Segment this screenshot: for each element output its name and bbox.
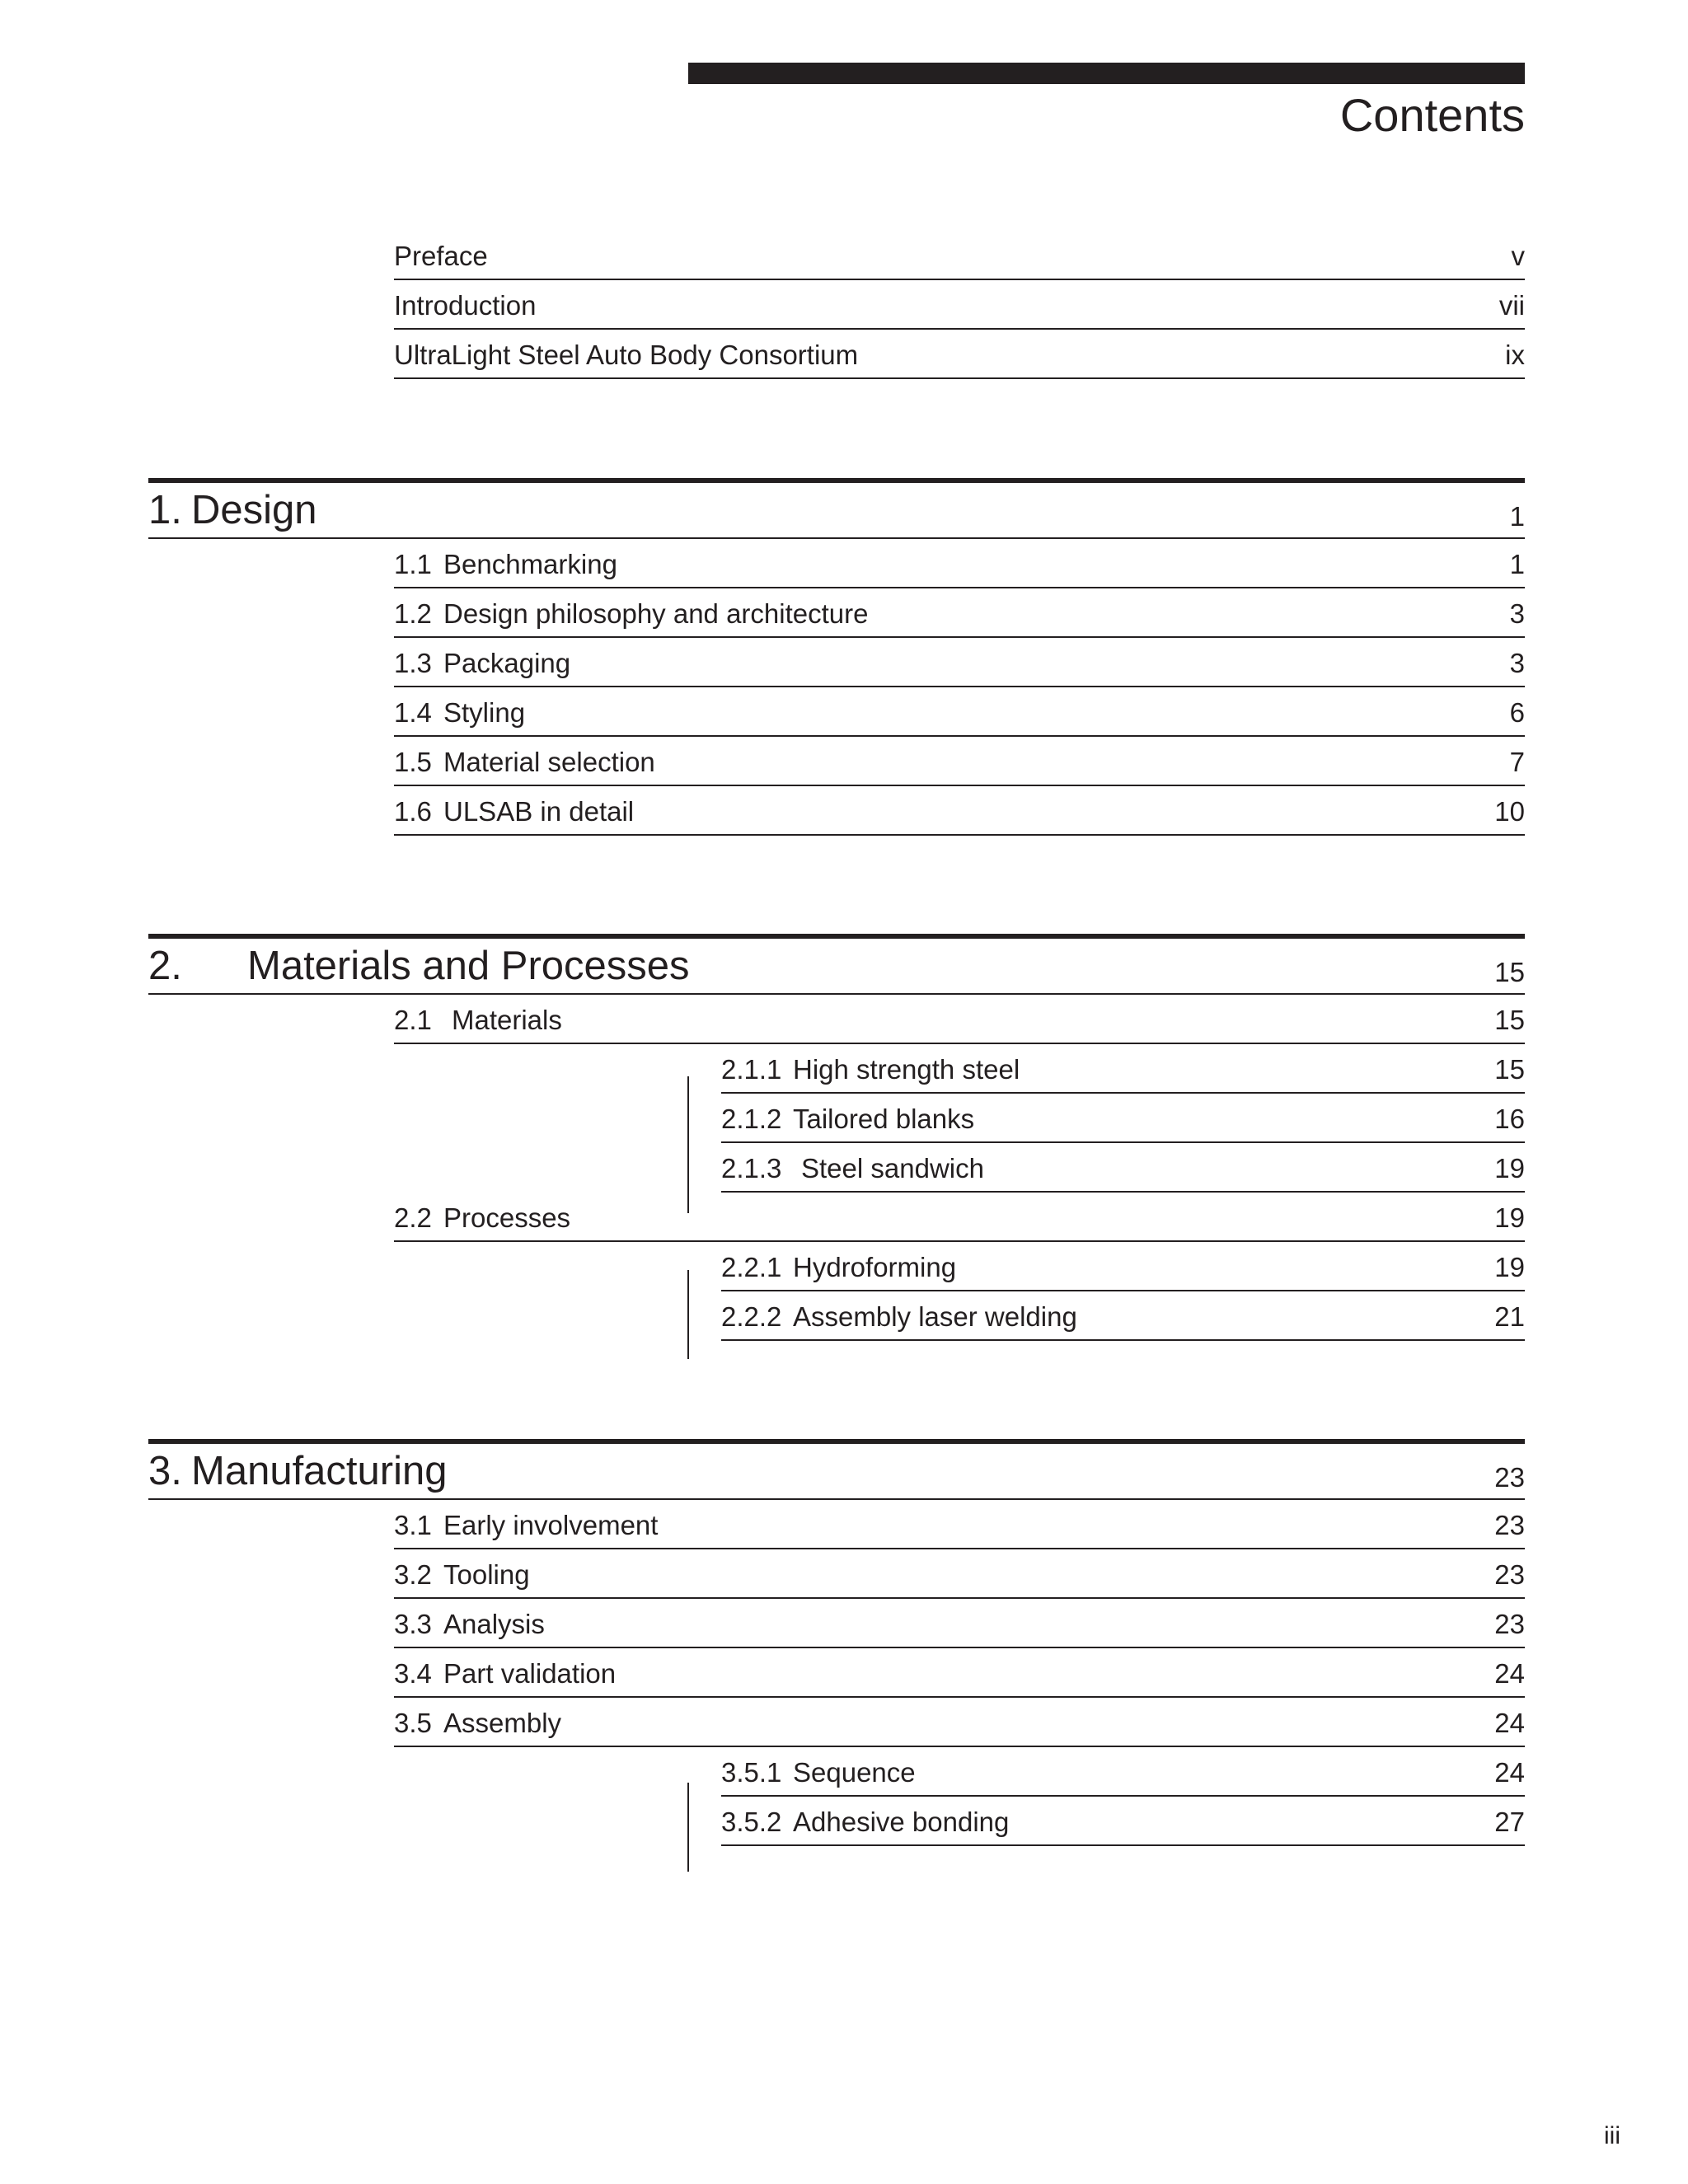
section-number: 1.5 [394,747,432,777]
subsection-page: 27 [1494,1807,1525,1837]
section-number: 1.1 [394,549,432,579]
section-page: 1 [1509,549,1525,579]
section-page: 23 [1494,1510,1525,1540]
section-number: 3.1 [394,1510,432,1540]
subsection-label: Steel sandwich [801,1153,984,1183]
chapter-number: 2. [148,944,182,988]
subsection-page: 19 [1494,1153,1525,1183]
section-page: 23 [1494,1559,1525,1590]
section-page: 23 [1494,1609,1525,1639]
toc-entry-2-2-2[interactable] [721,1293,1525,1341]
section-number: 2.2 [394,1202,432,1233]
section-page: 7 [1509,747,1525,777]
toc-entry-3-3[interactable] [394,1601,1525,1648]
toc-entry-page: v [1511,241,1525,271]
subsection-number: 2.1.1 [721,1054,782,1085]
page-number: iii [1604,2122,1620,2149]
section-label: Materials [452,1005,562,1035]
toc-entry-introduction[interactable] [394,282,1525,330]
subsection-bracket [687,1270,689,1359]
section-page: 3 [1509,648,1525,678]
toc-entry-label: Preface [394,241,488,271]
toc-entry-1-2[interactable] [394,590,1525,638]
chapter-number: 1. [148,488,182,532]
toc-entry-2-1-3[interactable] [721,1145,1525,1193]
subsection-page: 21 [1494,1301,1525,1332]
chapter-heading-design[interactable] [148,478,1525,539]
subsection-number: 2.2.1 [721,1252,782,1282]
section-number: 1.3 [394,648,432,678]
section-page: 3 [1509,598,1525,629]
toc-entry-2-2-1[interactable] [721,1244,1525,1291]
toc-entry-2-1-2[interactable] [721,1095,1525,1143]
section-label: Packaging [443,648,571,678]
toc-entry-1-5[interactable] [394,738,1525,786]
section-label: Benchmarking [443,549,617,579]
section-number: 1.6 [394,796,432,827]
toc-entry-2-2[interactable] [394,1194,1525,1242]
subsection-number: 2.2.2 [721,1301,782,1332]
subsection-label: Assembly laser welding [793,1301,1077,1332]
toc-entry-label: Introduction [394,290,537,321]
chapter-heading-materials-and-processes[interactable] [148,934,1525,995]
toc-entry-2-1-1[interactable] [721,1046,1525,1094]
toc-entry-1-1[interactable] [394,541,1525,588]
subsection-page: 16 [1494,1104,1525,1134]
toc-entry-1-4[interactable] [394,689,1525,737]
chapter-page: 23 [1494,1462,1525,1493]
chapter-title: Materials and Processes [247,944,690,988]
subsection-label: Hydroforming [793,1252,957,1282]
subsection-page: 24 [1494,1757,1525,1788]
subsection-bracket [687,1076,689,1213]
toc-entry-1-3[interactable] [394,640,1525,687]
chapter-title: Design [191,488,317,532]
subsection-bracket [687,1783,689,1872]
section-number: 1.2 [394,598,432,629]
chapter-title: Manufacturing [191,1449,448,1493]
toc-entry-2-1[interactable] [394,996,1525,1044]
toc-entry-page: ix [1505,340,1525,370]
subsection-label: Sequence [793,1757,916,1788]
section-label: Styling [443,697,526,728]
toc-entry-1-6[interactable] [394,788,1525,836]
section-page: 6 [1509,697,1525,728]
section-page: 24 [1494,1658,1525,1689]
subsection-number: 2.1.2 [721,1104,782,1134]
subsection-page: 15 [1494,1054,1525,1085]
section-number: 3.5 [394,1708,432,1738]
toc-entry-page: vii [1498,290,1525,321]
section-page: 15 [1494,1005,1525,1035]
subsection-number: 2.1.3 [721,1153,782,1183]
toc-entry-3-5-2[interactable] [721,1798,1525,1846]
toc-entry-label: UltraLight Steel Auto Body Consortium [394,340,859,370]
subsection-number: 3.5.1 [721,1757,782,1788]
toc-entry-consortium[interactable] [394,331,1525,379]
chapter-heading-manufacturing[interactable] [148,1439,1525,1500]
subsection-label: High strength steel [793,1054,1020,1085]
section-label: ULSAB in detail [443,796,635,827]
section-label: Material selection [443,747,655,777]
section-label: Analysis [443,1609,545,1639]
section-number: 2.1 [394,1005,432,1035]
toc-entry-3-1[interactable] [394,1502,1525,1549]
chapter-page: 15 [1494,957,1525,987]
section-label: Design philosophy and architecture [443,598,869,629]
section-number: 1.4 [394,697,432,728]
section-label: Assembly [443,1708,562,1738]
subsection-page: 19 [1494,1252,1525,1282]
section-number: 3.3 [394,1609,432,1639]
section-label: Early involvement [443,1510,659,1540]
section-number: 3.4 [394,1658,432,1689]
header-rule [688,63,1525,84]
section-number: 3.2 [394,1559,432,1590]
subsection-number: 3.5.2 [721,1807,782,1837]
section-page: 24 [1494,1708,1525,1738]
toc-entry-3-4[interactable] [394,1650,1525,1698]
section-label: Processes [443,1202,571,1233]
subsection-label: Adhesive bonding [793,1807,1010,1837]
section-label: Part validation [443,1658,617,1689]
section-label: Tooling [443,1559,530,1590]
toc-entry-3-5[interactable] [394,1699,1525,1747]
section-page: 19 [1494,1202,1525,1233]
page-title: Contents [1339,89,1525,141]
toc-entry-preface[interactable] [394,232,1525,280]
toc-entry-3-2[interactable] [394,1551,1525,1599]
section-page: 10 [1494,796,1525,827]
subsection-label: Tailored blanks [793,1104,975,1134]
chapter-page: 1 [1509,501,1525,532]
toc-entry-3-5-1[interactable] [721,1749,1525,1797]
chapter-number: 3. [148,1449,182,1493]
